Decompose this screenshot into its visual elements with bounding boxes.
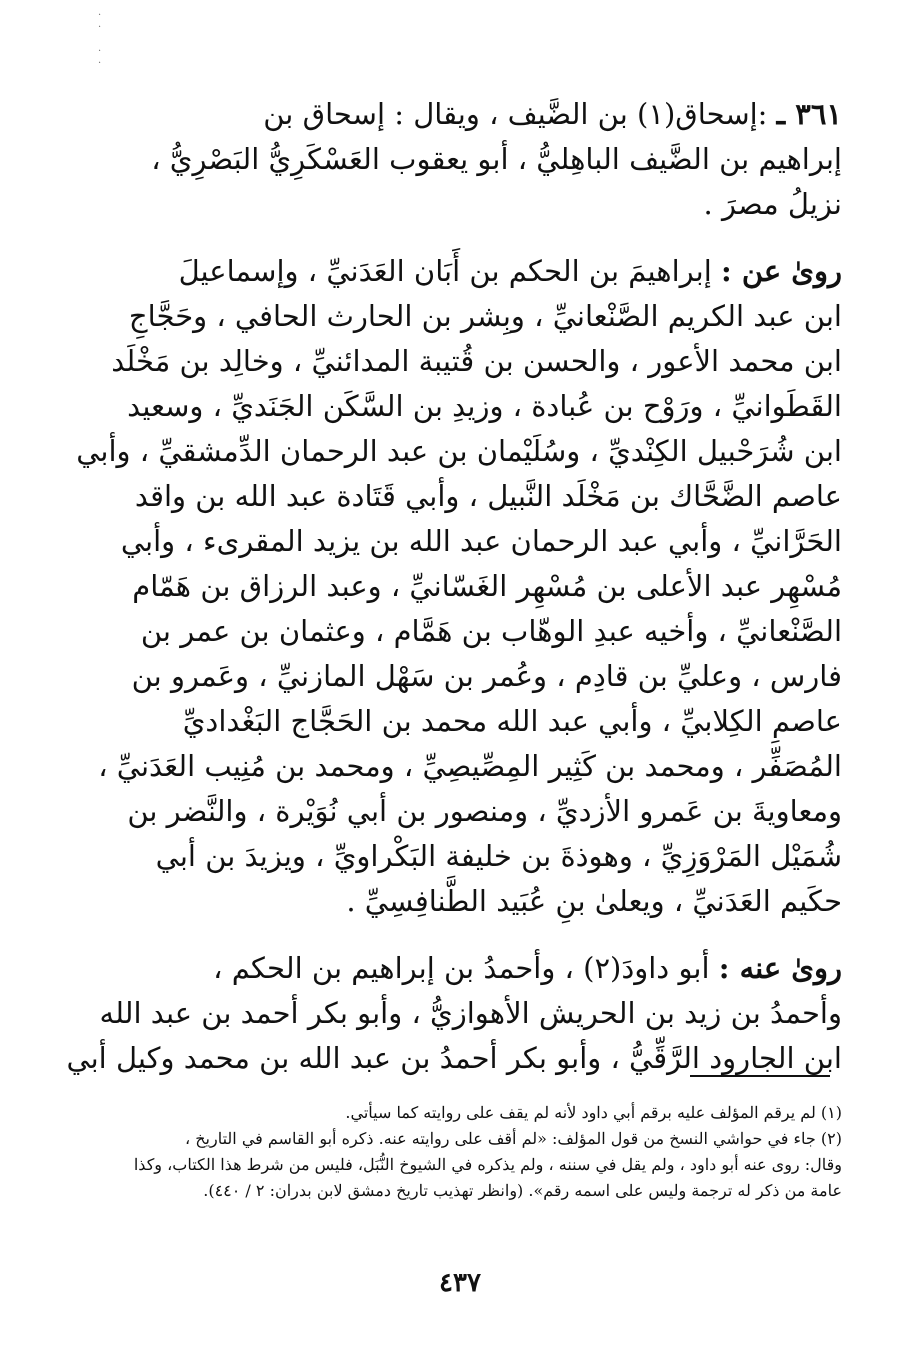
- footnote-line: عامة من ذكر له ترجمة وليس على اسمه رقم». (وانظر تهذيب تاريخ دمشق لابن بدران: ٢ / ٤٤٠).: [203, 1181, 842, 1200]
- paragraph-gap: [150, 227, 842, 249]
- entry-line: نزيلُ مصرَ .: [703, 187, 842, 221]
- narrated-from-line: الحَرَّانيِّ ، وأبي عبد الرحمان عبد الله بن يزيد المقرىء ، وأبي: [120, 524, 842, 558]
- entry-heading-line: [150, 92, 842, 137]
- narrated-by-line: أبو داودَ(٢) ، وأحمدُ بن إبراهيم بن الحكم ،: [213, 951, 710, 985]
- narrated-from-line: ومعاويةَ بن عَمرو الأزديِّ ، ومنصور بن أبي نُوَيْرة ، والنَّضر بن: [127, 794, 842, 828]
- footnotes: [133, 1100, 842, 1204]
- narrated-from-line: مُسْهِر عبد الأعلى بن مُسْهِر الغَسّانيِّ ، وعبد الرزاق بن هَمّام: [132, 569, 842, 603]
- narrated-from-line: عاصمِ الكِلابيِّ ، وأبي عبد الله محمد بن الحَجَّاج البَغْداديِّ: [182, 704, 842, 738]
- narrated-from-line: ابن محمد الأعور ، والحسن بن قُتيبة المدائنيِّ ، وخالِد بن مَخْلَد: [111, 344, 842, 378]
- footnote-divider: [690, 1075, 830, 1077]
- entry-number: ٣٦١ ـ: [776, 97, 842, 131]
- narrated-from-line: المُصَفِّر ، ومحمد بن كَثِير المِصِّيصِيِّ ، ومحمد بن مُنِيب العَدَنيِّ ،: [98, 749, 842, 783]
- narrated-from-line: عاصم الضَّحَّاك بن مَخْلَد النَّبيل ، وأبي قَتَادة عبد الله بن واقد: [134, 479, 842, 513]
- narrated-from-line: إبراهيمَ بن الحكم بن أَبَان العَدَنيِّ ، وإسماعيلَ: [178, 254, 712, 288]
- footnote-line: (١) لم يرقم المؤلف عليه برقم أبي داود لأنه لم يقف على روايته كما سيأتي.: [345, 1103, 842, 1122]
- narrated-by-line: وأحمدُ بن زيد بن الحريش الأهوازيُّ ، وأبو بكر أحمد بن عبد الله: [99, 996, 842, 1030]
- narrated-from-line: ابن عبد الكريم الصَّنْعانيِّ ، وبِشر بن الحارث الحافي ، وحَجَّاجِ: [128, 299, 842, 333]
- entry-line: إبراهيم بن الضَّيف الباهِليُّ ، أبو يعقوب العَسْكَرِيُّ البَصْرِيُّ ،: [151, 142, 842, 176]
- narrated-from-line: شُمَيْل المَرْوَزِيِّ ، وهوذةَ بن خليفة البَكْراويِّ ، ويزيدَ بن أبي: [155, 839, 842, 873]
- narrated-by-lead: روىٰ عنه :: [718, 951, 842, 985]
- narrated-by-line: ابن الجارود الرَّقِّيُّ ، وأبو بكر أحمدُ بن عبد الله بن محمد وكيل أبي: [66, 1041, 842, 1075]
- narrated-from-line: القَطَوانيِّ ، ورَوْح بن عُبادة ، وزيدِ بن السَّكَن الجَنَديِّ ، وسعيد: [127, 389, 842, 423]
- narrated-from-line: حكَيم العَدَنيِّ ، ويعلىٰ بنِ عُبَيد الطَّنافِسِيِّ .: [346, 884, 842, 918]
- main-text: [66, 92, 842, 1081]
- footnote-line: وقال: روى عنه أبو داود ، ولم يقل في سننه ، ولم يذكره في الشيوخ النُّبَل، فليس من شرط هذا الكتاب، وكذا: [133, 1155, 842, 1174]
- narrated-from-lead: روىٰ عن :: [721, 254, 842, 288]
- narrated-from-line: ابن شُرَحْبيل الكِنْديِّ ، وسُلَيْمان بن عبد الرحمان الدِّمشقيِّ ، وأبي: [76, 434, 842, 468]
- paragraph-gap: [150, 924, 842, 946]
- entry-line: :إسحاق(١) بن الضَّيف ، ويقال : إسحاق بن: [263, 97, 768, 131]
- narrated-from-line: الصَّنْعانيِّ ، وأخيه عبدِ الوهّاب بن هَمَّام ، وعثمان بن عمر بن: [140, 614, 842, 648]
- footnote-line: (٢) جاء في حواشي النسخ من قول المؤلف: «لم أقف على روايته عنه. ذكره أبو القاسم في التاريخ ،: [184, 1129, 842, 1148]
- narrated-from-first-line: [150, 249, 842, 294]
- page-number: ٤٣٧: [439, 1268, 481, 1298]
- margin-speck-marks: · · · ·: [98, 10, 102, 69]
- narrated-from-line: فارس ، وعليِّ بن قادِم ، وعُمر بن سَهْل المازنيِّ ، وعَمرو بن: [131, 659, 842, 693]
- narrated-by-first-line: [150, 946, 842, 991]
